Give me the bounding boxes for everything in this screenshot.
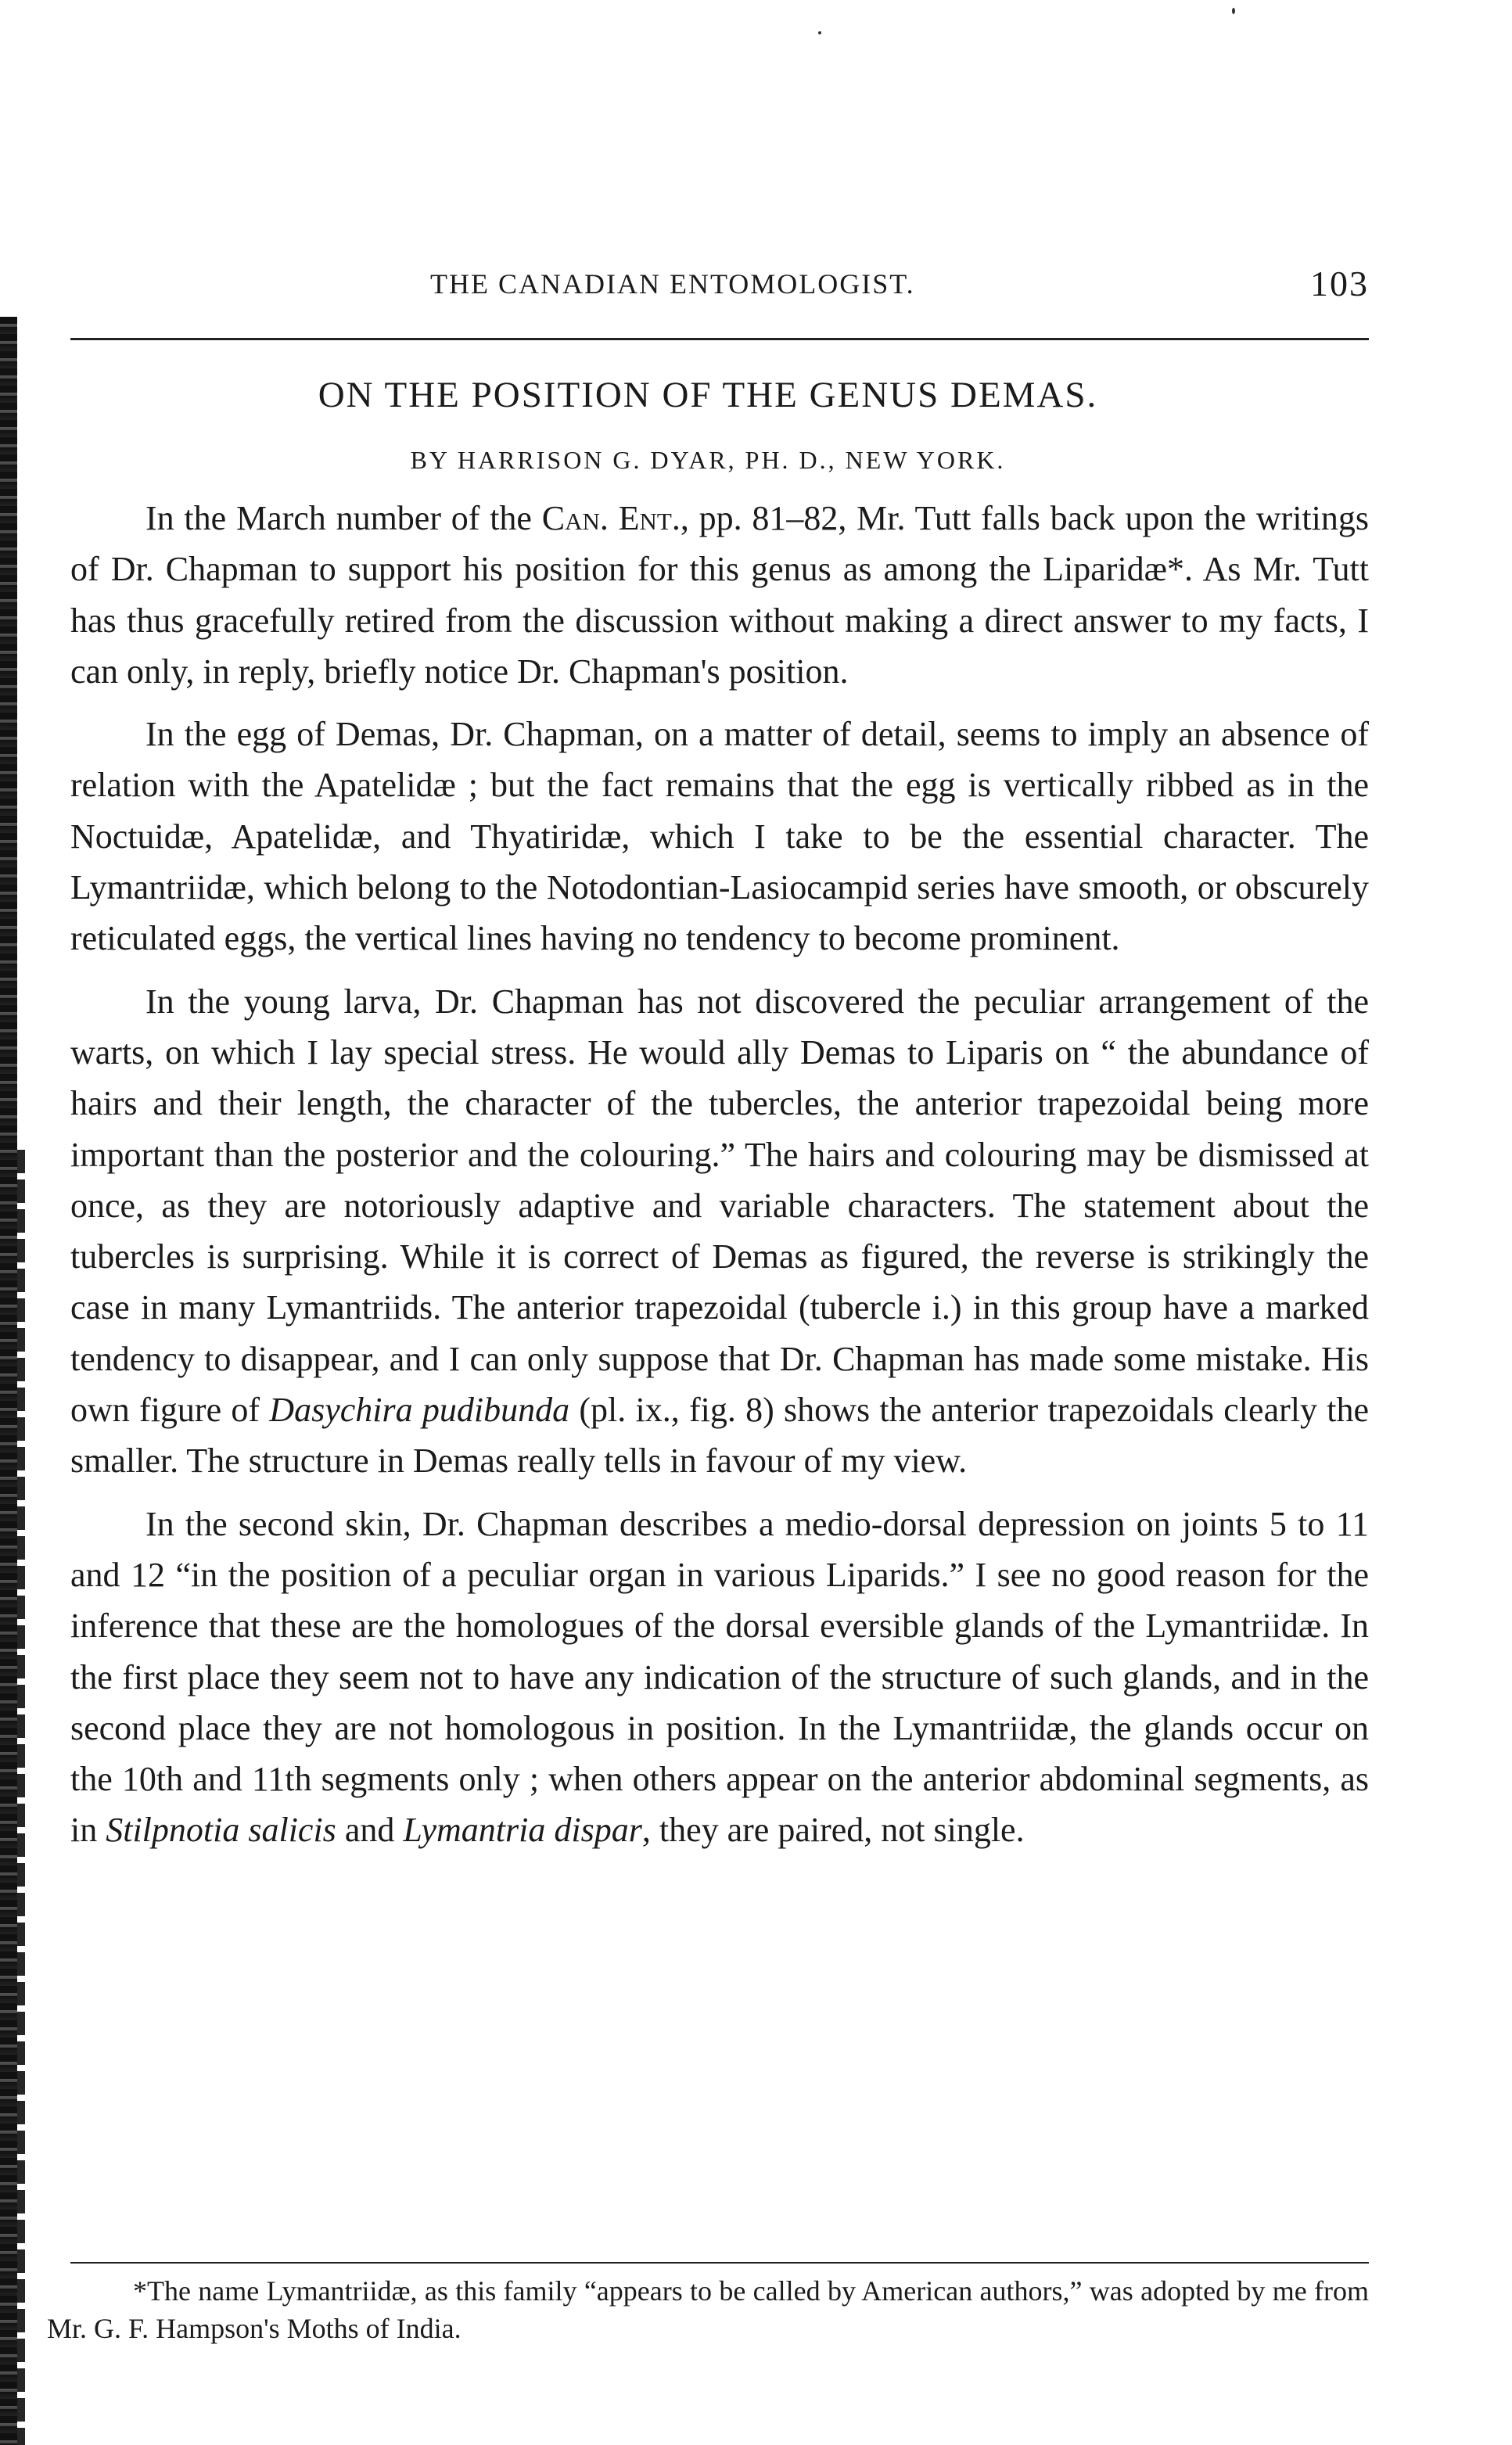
species-name: Dasychira pudibunda xyxy=(269,1391,570,1430)
running-head xyxy=(430,264,1369,314)
footnote-text: *The name Lymantriidæ, as this family “appears to be called by American authors,” was adopted by me from Mr. G. F. Hampson's Moths of India. xyxy=(47,2275,1369,2344)
paragraph-text: , they are paired, not single. xyxy=(641,1811,1025,1850)
footnotes xyxy=(47,2272,1369,2347)
header-rule xyxy=(70,338,1369,340)
binding-edge xyxy=(0,317,17,2445)
binding-shadow xyxy=(17,1150,25,2445)
footnote-rule xyxy=(70,2262,1369,2264)
page-number: 103 xyxy=(1310,264,1369,303)
paragraph-text: In the March number of the xyxy=(145,499,542,537)
article-body xyxy=(70,493,1369,1856)
footnote xyxy=(47,2272,1369,2347)
species-name: Stilpnotia salicis xyxy=(106,1811,336,1850)
scan-speck xyxy=(818,31,821,34)
paragraph-text: In the young larva, Dr. Chapman has not discovered the peculiar arrangement of the warts, on which I lay special stress. He would ally Demas to Liparis on “ the abundance of hairs and their length, the character of the tubercles, the anterior trapezoidal being more important than the posterior and the colouring.” The hairs and colouring may be dismissed at once, as they are notoriously adaptive and variable characters. The statement about the tubercles is surprising. While it is correct of Demas as figured, the reverse is strikingly the case in many Lymantriids. The anterior trapezoidal (tubercle i.) in this group have a marked tendency to disappear, and I can only suppose that Dr. Chapman has made some mistake. His own figure of xyxy=(70,982,1369,1430)
paragraph-text: , pp. 81–82, Mr. Tutt falls back upon the writings of Dr. Chapman to support his position for this genus as among the Liparidæ*. As Mr. Tutt has thus gracefully retired from the discussion without making a direct answer to my facts, I can only, in reply, briefly notice Dr. Chapman's position. xyxy=(70,499,1369,691)
paragraph-text: In the egg of Demas, Dr. Chapman, on a matter of detail, seems to imply an absence of relation with the Apatelidæ ; but the fact remains that the egg is vertically ribbed as in the Noctuidæ, Apatelidæ, and Thyatiridæ, which I take to be the essential character. The Lymantriidæ, which belong to the Notodontian-Lasiocampid series have smooth, or obscurely reticulated eggs, the vertical lines having no tendency to become prominent. xyxy=(70,715,1369,958)
species-name: Lymantria dispar xyxy=(403,1811,642,1850)
paragraph xyxy=(70,1499,1369,1856)
scan-speck xyxy=(1232,8,1235,14)
article-title: ON THE POSITION OF THE GENUS DEMAS. xyxy=(318,375,1098,415)
journal-title: THE CANADIAN ENTOMOLOGIST. xyxy=(430,268,915,300)
paragraph xyxy=(70,976,1369,1487)
journal-abbrev: Can. Ent. xyxy=(541,499,681,537)
paragraph-text: (pl. ix., fig. 8) shows the anterior trapezoidals clearly the smaller. The structure in Demas really tells in favour of my view. xyxy=(70,1391,1369,1481)
paragraph xyxy=(70,709,1369,964)
paragraph-text: and xyxy=(336,1811,404,1850)
paragraph xyxy=(70,493,1369,697)
paragraph-text: In the second skin, Dr. Chapman describes a medio-dorsal depression on joints 5 to 11 and 12 “in the position of a peculiar organ in various Liparids.” I see no good reason for the inference that these are the homologues of the dorsal eversible glands of the Lymantriidæ. In the first place they seem not to have any indication of the structure of such glands, and in the second place they are not homologous in position. In the Lymantriidæ, the glands occur on the 10th and 11th segments only ; when others appear on the anterior abdominal segments, as in xyxy=(70,1504,1369,1850)
article-byline: BY HARRISON G. DYAR, PH. D., NEW YORK. xyxy=(410,446,1006,474)
